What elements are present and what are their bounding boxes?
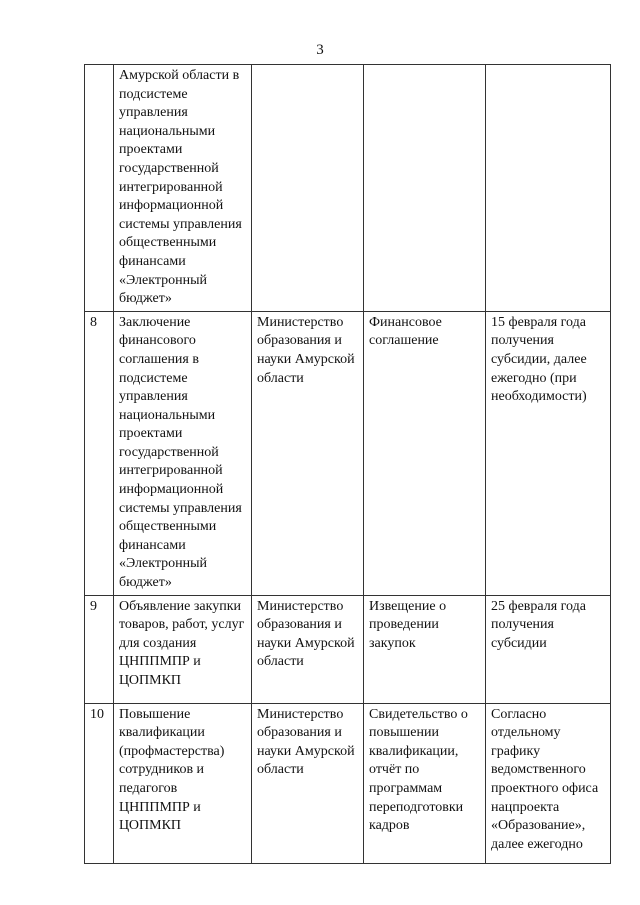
row-number: 8 xyxy=(85,311,114,595)
result-cell: Свидетельство о повышении квалификации, отчёт по программам переподготовки кадров xyxy=(364,703,486,863)
executor-cell: Министерство образования и науки Амурской области xyxy=(252,703,364,863)
row-number: 10 xyxy=(85,703,114,863)
table-row xyxy=(85,595,611,703)
action-cell: Объявление закупки товаров, работ, услуг для создания ЦНППМПР и ЦОПМКП xyxy=(114,595,252,703)
result-cell: Извещение о проведении закупок xyxy=(364,595,486,703)
activities-table xyxy=(84,64,611,864)
result-cell: Финансовое соглашение xyxy=(364,311,486,595)
deadline-cell xyxy=(486,65,611,312)
executor-cell: Министерство образования и науки Амурской области xyxy=(252,311,364,595)
table-row xyxy=(85,703,611,863)
deadline-cell: 25 февраля года получения субсидии xyxy=(486,595,611,703)
table-row xyxy=(85,311,611,595)
row-number xyxy=(85,65,114,312)
row-number: 9 xyxy=(85,595,114,703)
result-cell xyxy=(364,65,486,312)
executor-cell xyxy=(252,65,364,312)
deadline-cell: 15 февраля года получения субсидии, далее ежегодно (при необходимости) xyxy=(486,311,611,595)
deadline-cell: Согласно отдельному графику ведомственного проектного офиса нацпроекта «Образование», далее ежегодно xyxy=(486,703,611,863)
action-cell: Повышение квалификации (профмастерства) сотрудников и педагогов ЦНППМПР и ЦОПМКП xyxy=(114,703,252,863)
executor-cell: Министерство образования и науки Амурской области xyxy=(252,595,364,703)
action-cell: Амурской области в подсистеме управления национальными проектами государственной интегрированной информационной системы управления общественными финансами «Электронный бюджет» xyxy=(114,65,252,312)
action-cell: Заключение финансового соглашения в подсистеме управления национальными проектами государственной интегрированной информационной системы управления общественными финансами «Электронный бюджет» xyxy=(114,311,252,595)
table-row xyxy=(85,65,611,312)
page-number: 3 xyxy=(316,42,324,58)
